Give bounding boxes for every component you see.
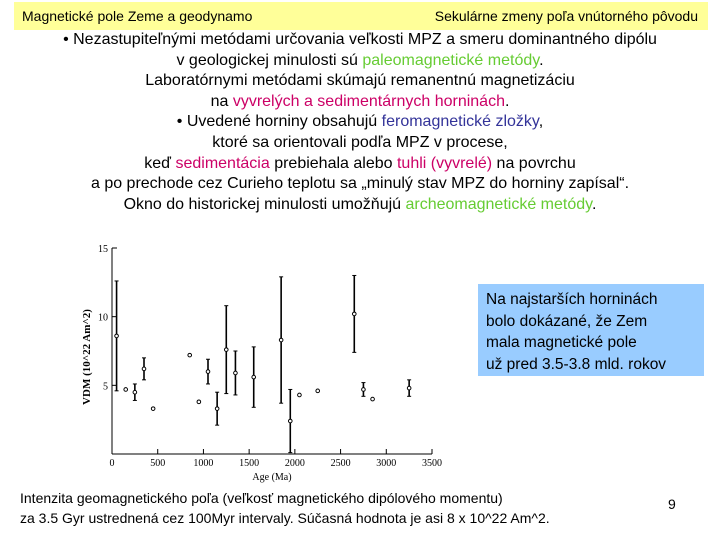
body-line bbox=[0, 30, 720, 51]
header-title: Magnetické pole Zeme a geodynamo bbox=[22, 8, 253, 24]
data-point bbox=[362, 388, 366, 392]
vdm-age-chart bbox=[80, 240, 480, 490]
body-text-segment: vyvrelých a sedimentárnych horninách bbox=[232, 92, 505, 110]
body-text-segment: . bbox=[504, 92, 510, 110]
data-point bbox=[407, 386, 411, 390]
x-tick-label: 3500 bbox=[422, 458, 442, 469]
slide-header bbox=[14, 2, 708, 30]
x-tick-label: 1500 bbox=[239, 458, 260, 469]
data-point bbox=[197, 400, 201, 404]
data-point bbox=[124, 388, 128, 392]
data-point bbox=[215, 407, 219, 411]
body-line bbox=[0, 154, 720, 175]
data-point bbox=[371, 397, 375, 401]
body-text-segment: v geologickej minulosti sú bbox=[176, 51, 363, 69]
y-axis-label: VDM (10^22 Am^2) bbox=[81, 309, 93, 405]
body-line bbox=[0, 195, 720, 216]
data-point bbox=[133, 390, 137, 394]
data-point bbox=[279, 338, 283, 342]
data-point bbox=[234, 371, 238, 375]
body-line bbox=[0, 51, 720, 72]
data-point bbox=[206, 370, 210, 374]
callout-line: Na najstarších horninách bbox=[486, 291, 658, 308]
data-point bbox=[115, 334, 119, 338]
body-text-segment: , bbox=[538, 113, 544, 131]
data-point bbox=[142, 367, 146, 371]
y-tick-label: 15 bbox=[98, 244, 108, 255]
data-point bbox=[288, 419, 292, 423]
x-tick-label: 2000 bbox=[284, 458, 305, 469]
body-text-segment: • Uvedené horniny obsahujú bbox=[176, 113, 382, 131]
body-line bbox=[0, 174, 720, 195]
body-text-segment: archeomagnetické metódy bbox=[405, 195, 592, 213]
x-tick-label: 2500 bbox=[330, 458, 351, 469]
body-text-segment: feromagnetické zložky bbox=[381, 113, 539, 131]
body-line bbox=[0, 71, 720, 92]
body-text-segment: na bbox=[210, 92, 233, 110]
callout-line: už pred 3.5-3.8 mld. rokov bbox=[486, 355, 667, 373]
body-text-segment: Laboratórnymi metódami skúmajú remanentnú magnetizáciu bbox=[145, 72, 575, 90]
body-text-segment: • Nezastupiteľnými metódami určovania veľkosti MPZ a smeru dominantného dipólu bbox=[63, 31, 657, 48]
body-text-segment: a po prechode cez Curieho teplotu sa „minulý stav MPZ do horniny zapísal“. bbox=[90, 175, 630, 193]
data-point bbox=[352, 312, 356, 316]
page-number: 9 bbox=[668, 496, 676, 512]
body-line bbox=[0, 112, 720, 133]
caption-line: za 3.5 Gyr ustrednená cez 100Myr intervaly. Súčasná hodnota je asi 8 x 10^22 Am^2. bbox=[20, 510, 550, 526]
body-text-segment: ktoré sa orientovali podľa MPZ v procese, bbox=[212, 133, 508, 151]
header-subtitle: Sekulárne zmeny poľa vnútorného pôvodu bbox=[434, 8, 698, 24]
data-point bbox=[252, 375, 256, 379]
x-tick-label: 1000 bbox=[193, 458, 214, 469]
data-point bbox=[188, 353, 192, 357]
callout-line: bolo dokázané, že Zem bbox=[486, 312, 648, 330]
body-line bbox=[0, 92, 720, 113]
caption-line: Intenzita geomagnetického poľa (veľkosť magnetického dipólového momentu) bbox=[20, 490, 503, 506]
y-tick-label: 5 bbox=[103, 381, 108, 393]
data-point bbox=[316, 389, 320, 393]
body-text-segment: tuhli (vyvrelé) bbox=[396, 154, 493, 172]
x-tick-label: 0 bbox=[109, 458, 115, 469]
x-axis-label: Age (Ma) bbox=[252, 472, 292, 483]
body-text-segment: . bbox=[591, 195, 597, 213]
y-tick-label: 10 bbox=[98, 312, 108, 324]
body-text-segment: . bbox=[539, 51, 544, 69]
slide-body-text bbox=[0, 30, 720, 215]
x-tick-label: 3000 bbox=[376, 458, 397, 469]
body-line bbox=[0, 133, 720, 154]
x-tick-label: 500 bbox=[150, 458, 166, 469]
data-point bbox=[224, 348, 228, 352]
data-point bbox=[298, 393, 302, 397]
callout-line: mala magnetické pole bbox=[486, 334, 637, 351]
callout-box bbox=[478, 284, 704, 376]
figure-caption bbox=[20, 488, 550, 528]
body-text-segment: prebiehala alebo bbox=[269, 154, 397, 172]
data-point bbox=[151, 407, 155, 411]
body-text-segment: sedimentácia bbox=[175, 154, 270, 172]
body-text-segment: keď bbox=[144, 154, 176, 172]
body-text-segment: na povrchu bbox=[492, 154, 576, 172]
body-text-segment: Okno do historickej minulosti umožňujú bbox=[123, 195, 406, 213]
body-text-segment: paleomagnetické metódy bbox=[362, 51, 540, 69]
